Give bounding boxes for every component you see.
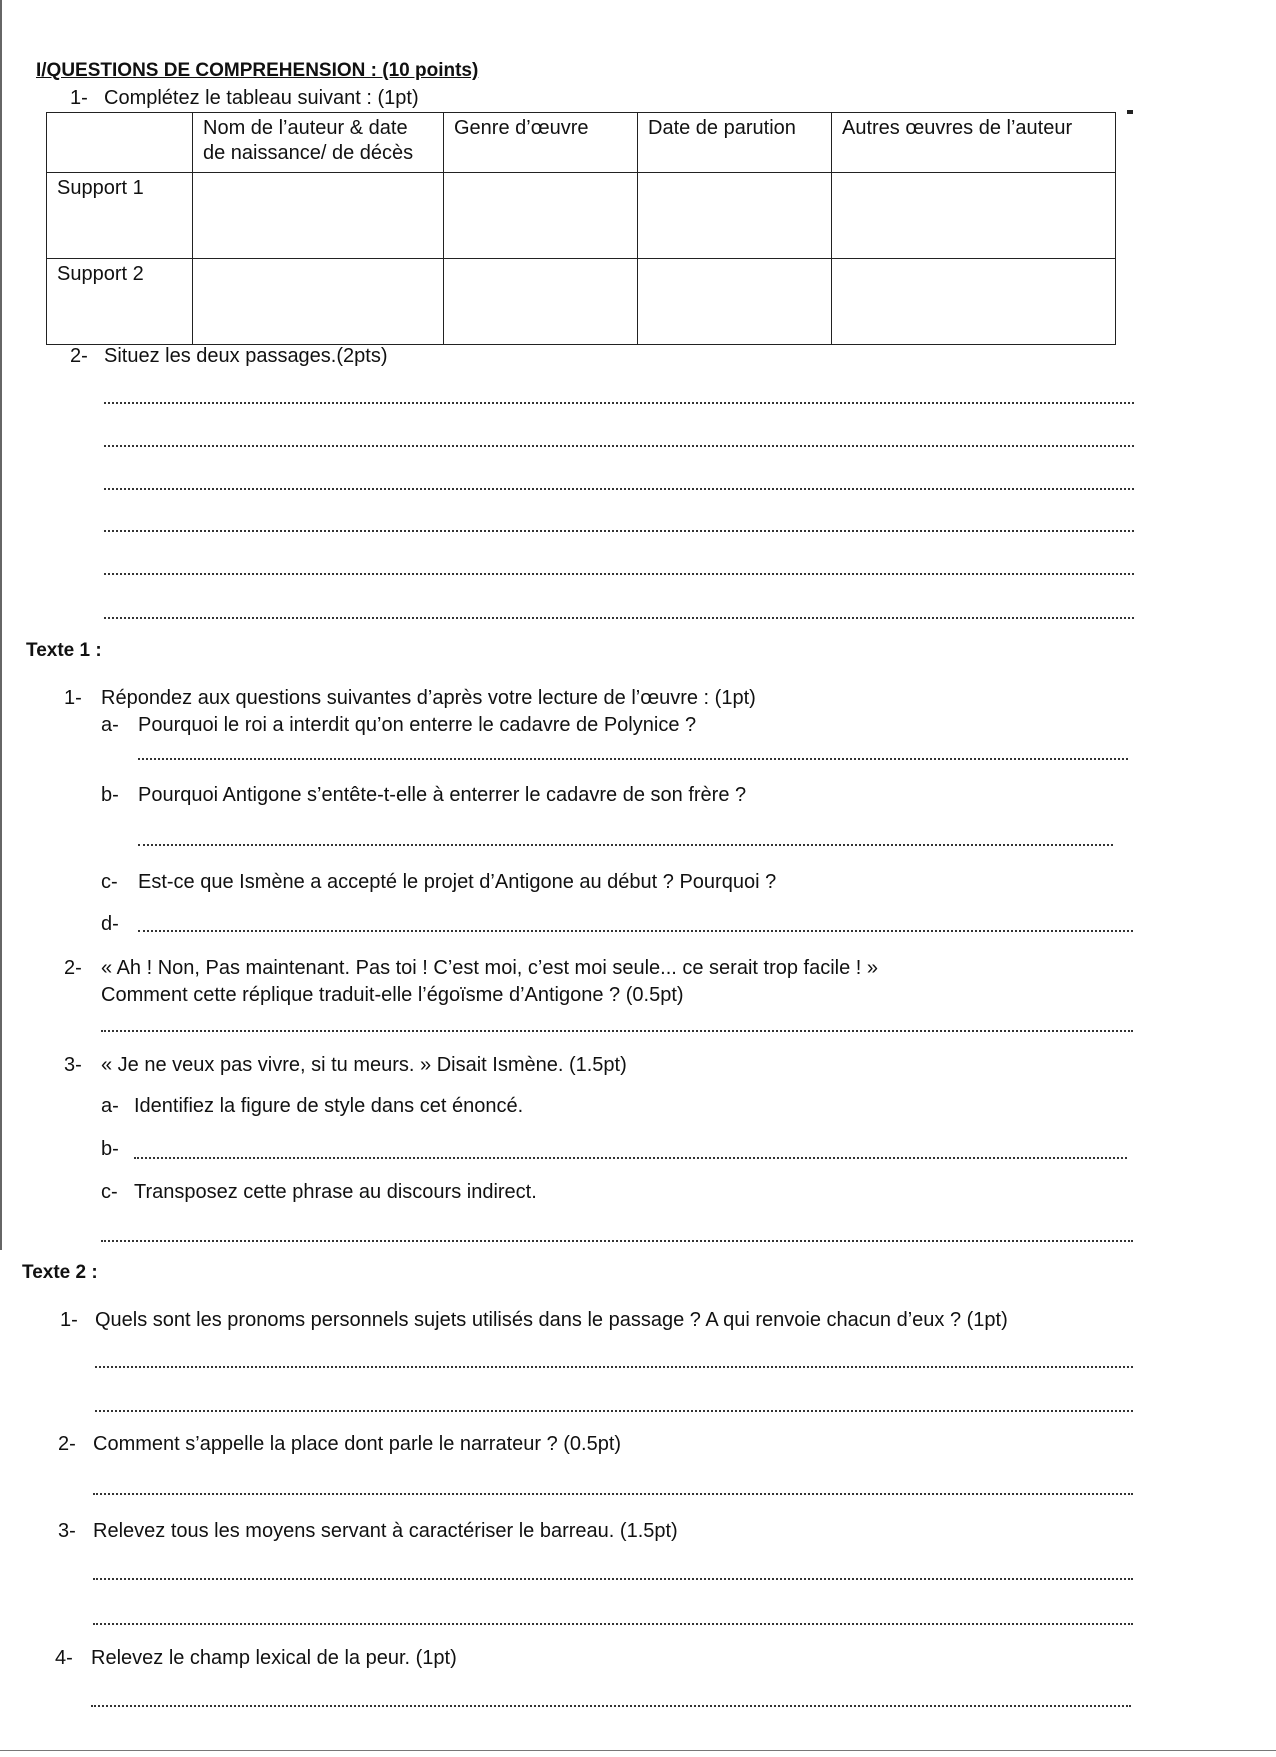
q1-number: 1- xyxy=(70,87,88,109)
t1-q1-a-text: Pourquoi le roi a interdit qu’on enterre le cadavre de Polynice ? xyxy=(138,714,697,736)
ink-mark xyxy=(1127,110,1133,114)
texte2-heading: Texte 2 : xyxy=(22,1262,98,1283)
t2-q4-text: Relevez le champ lexical de la peur. (1pt) xyxy=(91,1647,457,1669)
t1-q3-quote: « Je ne veux pas vivre, si tu meurs. » Disait Ismène. (1.5pt) xyxy=(101,1054,627,1076)
page-title: I/QUESTIONS DE COMPREHENSION : (10 points) xyxy=(36,60,479,81)
t1-q1-d-label: d- xyxy=(101,913,119,935)
table-header-other-works: Autres œuvres de l’auteur xyxy=(832,113,1116,173)
texte1-heading: Texte 1 : xyxy=(26,640,102,661)
answer-line[interactable] xyxy=(95,1366,1133,1368)
t1-q1-b-label: b- xyxy=(101,784,119,806)
answer-line[interactable] xyxy=(95,1410,1133,1412)
answer-line[interactable] xyxy=(93,1493,1133,1495)
table-cell[interactable] xyxy=(444,259,638,345)
t1-q3-a-text: Identifiez la figure de style dans cet énoncé. xyxy=(134,1095,524,1117)
table-header-genre: Genre d’œuvre xyxy=(444,113,638,173)
table-row xyxy=(47,259,1116,345)
answer-line[interactable] xyxy=(104,617,1134,619)
answer-line[interactable] xyxy=(93,1578,1133,1580)
t1-q1-b-text: Pourquoi Antigone s’entête-t-elle à enterrer le cadavre de son frère ? xyxy=(138,784,747,806)
answer-line[interactable] xyxy=(104,402,1134,404)
table-cell[interactable] xyxy=(193,259,444,345)
answer-line[interactable] xyxy=(138,758,1128,760)
table-cell[interactable] xyxy=(193,173,444,259)
t2-q2-text: Comment s’appelle la place dont parle le narrateur ? (0.5pt) xyxy=(93,1433,622,1455)
t1-q1-text: Répondez aux questions suivantes d’après votre lecture de l’œuvre : (1pt) xyxy=(101,687,756,709)
t1-q3-c-text: Transposez cette phrase au discours indirect. xyxy=(134,1181,537,1203)
table-header-empty xyxy=(47,113,193,173)
t2-q1-number: 1- xyxy=(60,1309,78,1331)
table-cell[interactable] xyxy=(444,173,638,259)
t1-q1-number: 1- xyxy=(64,687,82,709)
table-cell[interactable] xyxy=(638,173,832,259)
t2-q1-text: Quels sont les pronoms personnels sujets utilisés dans le passage ? A qui renvoie chacun d’eux ? (1pt) xyxy=(95,1309,1008,1331)
table-row-label: Support 2 xyxy=(47,259,193,345)
answer-line[interactable] xyxy=(93,1623,1133,1625)
t2-q3-number: 3- xyxy=(58,1520,76,1542)
table-row xyxy=(47,173,1116,259)
t1-q3-b-label: b- xyxy=(101,1138,119,1160)
t2-q2-number: 2- xyxy=(58,1433,76,1455)
q1-text: Complétez le tableau suivant : (1pt) xyxy=(104,87,419,109)
answer-line[interactable] xyxy=(104,530,1134,532)
t1-q1-c-text: Est-ce que Ismène a accepté le projet d’Antigone au début ? Pourquoi ? xyxy=(138,871,777,893)
table-header-author-line1: Nom de l’auteur & date xyxy=(203,117,408,139)
q2-number: 2- xyxy=(70,345,88,367)
answer-line[interactable] xyxy=(104,445,1134,447)
table-header-row xyxy=(47,113,1116,173)
t1-q1-a-label: a- xyxy=(101,714,119,736)
table-header-date: Date de parution xyxy=(638,113,832,173)
t1-q2-text: Comment cette réplique traduit-elle l’égoïsme d’Antigone ? (0.5pt) xyxy=(101,984,684,1006)
table-header-author xyxy=(193,113,444,173)
t1-q1-c-label: c- xyxy=(101,871,118,893)
page-edge-line xyxy=(0,0,2,1250)
answer-line[interactable] xyxy=(101,1240,1133,1242)
answer-line[interactable] xyxy=(138,930,1133,932)
table-cell[interactable] xyxy=(832,259,1116,345)
answer-line[interactable] xyxy=(134,1157,1127,1159)
t1-q3-a-label: a- xyxy=(101,1095,119,1117)
table-header-author-line2: de naissance/ de décès xyxy=(203,142,414,164)
answer-line[interactable] xyxy=(101,1030,1133,1032)
answer-line[interactable] xyxy=(104,573,1134,575)
t1-q3-number: 3- xyxy=(64,1054,82,1076)
t1-q2-quote: « Ah ! Non, Pas maintenant. Pas toi ! C’est moi, c’est moi seule... ce serait trop facile ! » xyxy=(101,957,879,979)
answer-line[interactable] xyxy=(138,844,1113,846)
q2-text: Situez les deux passages.(2pts) xyxy=(104,345,388,367)
t1-q2-number: 2- xyxy=(64,957,82,979)
info-table xyxy=(46,112,1116,345)
answer-line[interactable] xyxy=(104,488,1134,490)
table-row-label: Support 1 xyxy=(47,173,193,259)
table-cell[interactable] xyxy=(832,173,1116,259)
answer-line[interactable] xyxy=(91,1705,1131,1707)
page-bottom-line xyxy=(0,1750,1276,1751)
t1-q3-c-label: c- xyxy=(101,1181,118,1203)
table-cell[interactable] xyxy=(638,259,832,345)
t2-q3-text: Relevez tous les moyens servant à caractériser le barreau. (1.5pt) xyxy=(93,1520,678,1542)
t2-q4-number: 4- xyxy=(55,1647,73,1669)
